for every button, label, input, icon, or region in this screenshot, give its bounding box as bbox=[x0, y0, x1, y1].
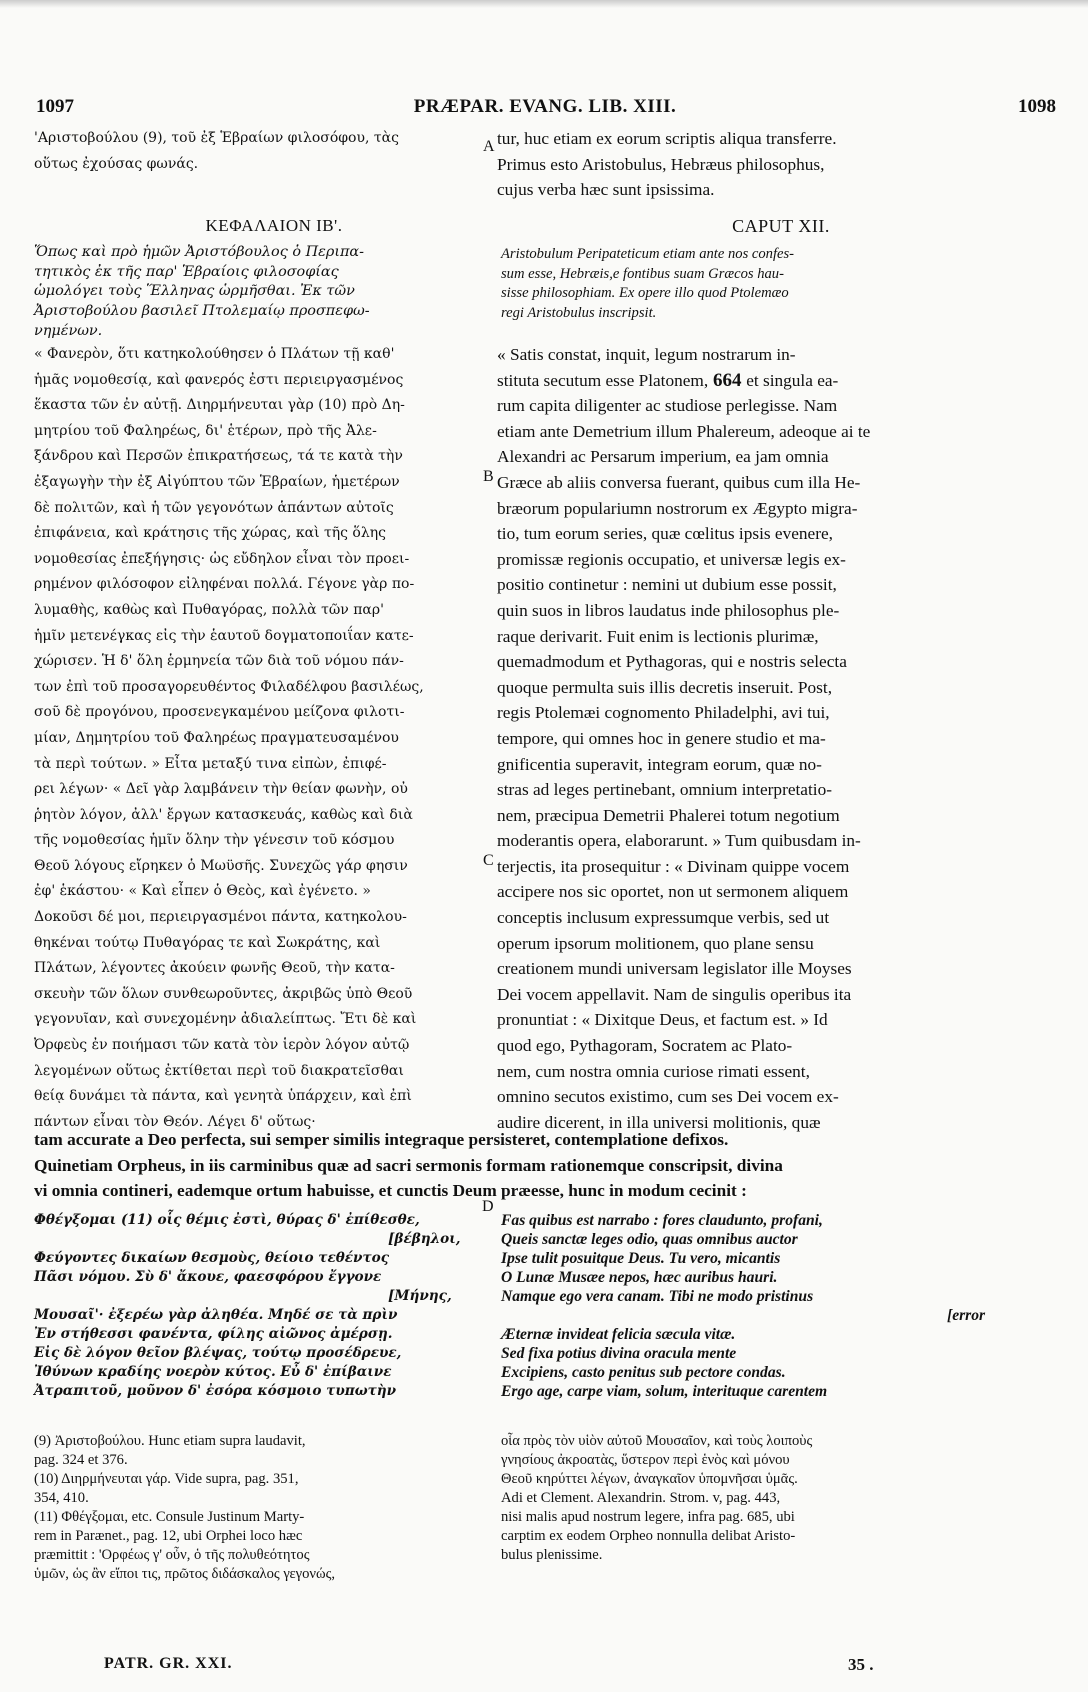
footnote-line: 354, 410. bbox=[34, 1490, 89, 1506]
text-line: ξάνδρου καὶ Περσῶν ἐπικρατήσεως, τά τε κατὰ τὴν bbox=[34, 448, 403, 465]
text-line: nem, præcipua Demetrii Phalerei totum negotium bbox=[497, 805, 840, 825]
page-marker: 664 bbox=[708, 369, 747, 391]
summary-greek bbox=[34, 243, 494, 342]
scan-edge bbox=[0, 0, 1088, 8]
text-line: stras ad leges pertinebant, omnium interpretatio- bbox=[497, 780, 832, 800]
text-line: Alexandri ac Persarum imperium, ea jam omnia bbox=[497, 447, 829, 467]
text-line: χώρισεν. Ἡ δ' ὅλη ἑρμηνεία τῶν διὰ τοῦ νόμου πάν- bbox=[34, 653, 404, 670]
text-line: quoque permulta suis illis decretis inseruit. Post, bbox=[497, 677, 833, 697]
text-line: ἕκαστα τῶν ἐν αὐτῇ. Διηρμήνευται γὰρ (10) πρὸ Δη- bbox=[34, 397, 405, 414]
summary-line: Aristobulum Peripateticum etiam ante nos confes- bbox=[501, 246, 795, 262]
text-line: « Satis constat, inquit, legum nostrarum in- bbox=[497, 345, 796, 364]
summary-line: ὡμολόγει τοὺς Ἕλληνας ὡρμῆσθαι. Ἐκ τῶν bbox=[34, 283, 355, 300]
verse-line: Sed fixa potius divina oracula mente bbox=[501, 1345, 737, 1362]
verse-line: Μουσαῖ'· ἐξερέω γὰρ ἀληθέα. Μηδέ σε τὰ πρὶν bbox=[34, 1307, 398, 1323]
verse-greek bbox=[34, 1211, 504, 1401]
greek-intro bbox=[34, 126, 514, 177]
summary-line: Ἀριστοβούλου βασιλεῖ Πτολεμαίῳ προσπεφω- bbox=[34, 303, 370, 320]
text-line: θηκέναι τούτῳ Πυθαγόρας τε καὶ Σωκράτης, καὶ bbox=[34, 934, 381, 951]
text-line: audire dicerent, in illa universi molitionis, quæ bbox=[497, 1112, 821, 1132]
margin-letter-b: B bbox=[483, 468, 494, 485]
text-line: σκευὴν τῶν ὅλων συνθεωροῦντες, ἀκριβῶς ὑπὸ Θεοῦ bbox=[34, 985, 413, 1002]
verse-line: Ipse tulit posuitque Deus. Tu vero, micantis bbox=[501, 1250, 781, 1267]
full-width-line: vi omnia contineri, eademque ortum habuisse, et cunctis Deum præesse, hunc in modum cecinit : bbox=[34, 1181, 747, 1201]
greek-text-column bbox=[34, 342, 514, 1135]
text-line: μητρίου τοῦ Φαληρέως, δι' ἑτέρων, πρὸ τῆς Ἀλε- bbox=[34, 422, 377, 439]
text-line: ἡμᾶς νομοθεσίᾳ, καὶ φανερός ἐστι περιειργασμένος bbox=[34, 371, 404, 388]
text-line: τὰ περὶ τούτων. » Εἶτα μεταξύ τινα εἰπὼν, ἐπιφέ- bbox=[34, 755, 387, 772]
verse-line: Ἐν στήθεσσι φανέντα, φίλης αἰῶνος ἀμέρσῃ. bbox=[34, 1326, 393, 1342]
text-line: tio, tum eorum series, quæ cœlitus ipsis evenere, bbox=[497, 524, 833, 544]
page-number-right: 1098 bbox=[1018, 96, 1056, 117]
verse-line-continuation: [error bbox=[947, 1307, 986, 1324]
summary-line: sum esse, Hebræis,e fontibus suam Græcos hau- bbox=[501, 265, 784, 282]
text-line: bræorum populariumn nostrorum ex Ægypto migra- bbox=[497, 498, 858, 518]
text-line: moderantis opera, elaborarunt. » Tum quibusdam in- bbox=[497, 831, 861, 851]
summary-line: Ὅπως καὶ πρὸ ἡμῶν Ἀριστόβουλος ὁ Περιπα- bbox=[34, 244, 365, 260]
text-line: accipere nos sic oportet, non ut sermonem aliquem bbox=[497, 882, 849, 902]
text-line: etiam ante Demetrium illum Phalereum, adeoque ai te bbox=[497, 421, 871, 441]
footnote-line: præmittit : 'Ορφέως γ' οὖν, ὁ τῆς πολυθεότητος bbox=[34, 1547, 310, 1563]
text-line: nem, cum nostra omnia curiose rimati essent, bbox=[497, 1061, 810, 1081]
text-line: stituta secutum esse Platonem, 664 et singula ea- bbox=[497, 369, 839, 391]
text-line: ἐφ' ἑκάστου· « Καὶ εἶπεν ὁ Θεὸς, καὶ ἐγένετο. » bbox=[34, 883, 371, 900]
text-line: positio continetur : nemini ut dubium esse possit, bbox=[497, 575, 837, 595]
footnote-line: (11) Φθέγξομαι, etc. Consule Justinum Marty- bbox=[34, 1509, 305, 1525]
text-line: τῆς νομοθεσίας ἡμῖν ὅλην τὴν γένεσιν τοῦ κόσμου bbox=[34, 832, 395, 849]
text-line: conceptis inclusum expressumque verbis, sed ut bbox=[497, 908, 830, 928]
text-line: regis Ptolemæi cognomento Philadelphi, avi tui, bbox=[497, 703, 830, 723]
verse-latin bbox=[501, 1211, 1061, 1401]
greek-intro-line: οὕτως ἐχούσας φωνάς. bbox=[34, 155, 199, 172]
verse-line: O Lunæ Musæe nepos, hæc auribus hauri. bbox=[501, 1269, 778, 1286]
page-number-left: 1097 bbox=[36, 96, 74, 117]
footnote-line: Adi et Clement. Alexandrin. Strom. v, pag. 443, bbox=[501, 1490, 781, 1506]
verse-line: Fas quibus est narrabo : fores claudunto, profani, bbox=[501, 1212, 823, 1229]
text-line: Ὀρφεὺς ἐν ποιήμασι τῶν κατὰ τὸν ἱερὸν λόγον αὐτῷ bbox=[34, 1037, 410, 1054]
verse-line: Πᾶσι νόμου. Σὺ δ' ἄκουε, φαεσφόρου ἔγγονε bbox=[34, 1269, 382, 1285]
verse-line-continuation: [Μήνης, bbox=[388, 1288, 452, 1304]
running-title: PRÆPAR. EVANG. LIB. XIII. bbox=[413, 96, 677, 117]
text-line: νομοθεσίας ἐπεξήγησις· ὡς εὔδηλον εἶναι τὸν προει- bbox=[34, 550, 410, 567]
full-width-text bbox=[34, 1127, 1064, 1204]
verse-line: Queis sanctæ leges odio, quas omnibus auctor bbox=[501, 1231, 798, 1248]
verse-line: Æternæ invideat felicia sæcula vitæ. bbox=[501, 1326, 736, 1343]
summary-line: regi Aristobulus inscripsit. bbox=[501, 304, 657, 321]
text-line: γεγονυῖαν, καὶ συνεχομένην ἀδιαλείπτως. Ἔτι δὲ καὶ bbox=[34, 1011, 417, 1028]
text-line: σοῦ δὲ προγόνου, προσενεγκαμένου μείζονα φιλοτι- bbox=[34, 704, 405, 721]
verse-line: Φεύγοντες δικαίων θεσμοὺς, θείοιο τεθέντος bbox=[34, 1250, 389, 1266]
footnote-line: (10) Διηρμήνευται γάρ. Vide supra, pag. 351, bbox=[34, 1471, 299, 1487]
text-line: ἐξαγωγὴν τὴν ἐξ Αἰγύπτου τῶν Ἑβραίων, ἡμετέρων bbox=[34, 473, 400, 490]
text-line: operum ipsorum molitionem, quo plane sensu bbox=[497, 933, 814, 953]
verse-line-continuation: [βέβηλοι, bbox=[388, 1231, 461, 1247]
footnote-line: (9) Ἀριστοβούλου. Hunc etiam supra laudavit, bbox=[34, 1433, 306, 1449]
text-line: quod ego, Pythagoram, Socratem ac Plato- bbox=[497, 1036, 793, 1056]
footnote-line: ὑμῶν, ὡς ἂν εἴποι τις, πρῶτος διδάσκαλος γεγονώς, bbox=[34, 1566, 336, 1582]
text-line: Θεοῦ λόγους εἴρηκεν ὁ Μωϋσῆς. Συνεχῶς γάρ φησιν bbox=[34, 857, 408, 874]
text-line: μίαν, Δημητρίου τοῦ Φαληρέως πραγματευσαμένου bbox=[34, 729, 399, 746]
footnote-line: nisi malis apud nostrum legere, infra pag. 685, ubi bbox=[501, 1509, 795, 1525]
full-width-line: tam accurate a Deo perfecta, sui semper similis integraque persisteret, contemplatione defixos. bbox=[34, 1130, 729, 1149]
text-line: Πλάτων, λέγοντες ἀκούειν φωνῆς Θεοῦ, τὴν κατα- bbox=[34, 960, 395, 977]
full-width-line: Quinetiam Orpheus, in iis carminibus quæ ad sacri sermonis formam rationemque conscripsit, divina bbox=[34, 1155, 783, 1175]
text-line: quin suos in libros laudatus inde philosophus ple- bbox=[497, 600, 840, 620]
text-line: quemadmodum et Pythagoras, qui e nostris selecta bbox=[497, 652, 847, 672]
text-line: ῥητὸν λόγον, ἀλλ' ἔργων κατασκευάς, καθὼς καὶ διὰ bbox=[34, 806, 413, 823]
latin-intro-line: Primus esto Aristobulus, Hebræus philosophus, bbox=[497, 154, 825, 174]
text-line: terjectis, ita prosequitur : « Divinam quippe vocem bbox=[497, 856, 850, 876]
footnote-line: rem in Parænet., pag. 12, ubi Orphei loco hæc bbox=[34, 1528, 303, 1544]
verse-line: Φθέγξομαι (11) οἷς θέμις ἐστὶ, θύρας δ' ἐπίθεσθε, bbox=[34, 1212, 420, 1228]
text-line: θείᾳ δυνάμει τὰ πάντα, καὶ γενητὰ ὑπάρχειν, καὶ ἐπὶ bbox=[34, 1088, 412, 1105]
footnote-line: γνησίους ἀκροατὰς, ὕστερον περὶ ἑνὸς καὶ μόνου bbox=[501, 1452, 790, 1468]
text-line: Δοκοῦσι δέ μοι, περιειργασμένοι πάντα, κατηκολου- bbox=[34, 909, 407, 926]
verse-line: Ergo age, carpe viam, solum, interituque carentem bbox=[501, 1383, 828, 1400]
text-line: gnificentia superavit, integram eorum, quæ no- bbox=[497, 754, 822, 774]
summary-latin bbox=[501, 245, 1061, 323]
footnote-line: οἷα πρὸς τὸν υἱὸν αὐτοῦ Μουσαῖον, καὶ τοὺς λοιποὺς bbox=[501, 1433, 813, 1449]
text-line: tempore, qui omnes hoc in genere studio et ma- bbox=[497, 728, 826, 748]
footnote-line: pag. 324 et 376. bbox=[34, 1452, 128, 1468]
text-line: Græce ab aliis conversa fuerant, quibus cum illa He- bbox=[497, 472, 861, 492]
latin-intro bbox=[497, 126, 1062, 203]
text-line: omnino secutos existimo, cum ses Dei vocem ex- bbox=[497, 1087, 839, 1107]
latin-intro-line: cujus verba hæc sunt ipsissima. bbox=[497, 180, 715, 200]
footnotes-left bbox=[34, 1432, 514, 1584]
text-line: promissæ regionis occupatio, et universæ legis ex- bbox=[497, 549, 846, 569]
verse-line: Excipiens, casto penitus sub pectore condas. bbox=[501, 1364, 786, 1381]
text-line: Dei vocem appellavit. Nam de singulis operibus ita bbox=[497, 984, 852, 1004]
text-line: pronuntiat : « Dixitque Deus, et factum est. » Id bbox=[497, 1010, 828, 1030]
text-line: των ἐπὶ τοῦ προσαγορευθέντος Φιλαδέλφου βασιλέως, bbox=[34, 678, 424, 695]
text-line: raque derivarit. Fuit enim is lectionis plurimæ, bbox=[497, 626, 819, 646]
text-line: creationem mundi universam legislator ille Moyses bbox=[497, 959, 852, 979]
chapter-heading-greek: ΚΕΦΑΛΑΙΟΝ ΙΒ'. bbox=[205, 216, 343, 235]
text-line: rum capita diligenter ac studiose perlegisse. Nam bbox=[497, 396, 838, 416]
verse-line: Ἰθύνων κραδίης νοερὸν κύτος. Εὖ δ' ἐπίβαινε bbox=[34, 1364, 392, 1380]
margin-letter-a: A bbox=[483, 138, 495, 155]
footnote-line: carptim ex eodem Orpheo nonnulla delibat Aristo- bbox=[501, 1528, 796, 1544]
footer-signature: 35 . bbox=[848, 1655, 874, 1674]
text-line: πάντων εἶναι τὸν Θεόν. Λέγει δ' οὕτως· bbox=[34, 1113, 316, 1130]
summary-line: τητικὸς ἐκ τῆς παρ' Ἑβραίοις φιλοσοφίας bbox=[34, 263, 339, 280]
text-line: ρημένον φιλόσοφον εἰληφέναι πολλά. Γέγονε γὰρ πο- bbox=[34, 576, 415, 593]
text-line: ἐπιφάνεια, καὶ κράτησις τῆς χώρας, καὶ τῆς ὅλης bbox=[34, 525, 386, 542]
footer-series: PATR. GR. XXI. bbox=[104, 1655, 233, 1672]
text-line: λεγομένων οὕτως ἐκτίθεται περὶ τοῦ διακρατεῖσθαι bbox=[34, 1062, 404, 1079]
footnote-line: Θεοῦ κηρύττει λέγων, ἀναγκαῖον ὑπομνῆσαι ὑμᾶς. bbox=[501, 1471, 798, 1487]
verse-line: Namque ego vera canam. Tibi ne modo pristinus bbox=[501, 1288, 814, 1305]
summary-line: sisse philosophiam. Ex opere illo quod Ptolemæo bbox=[501, 285, 789, 301]
text-line: λυμαθὴς, καθὼς καὶ Πυθαγόρας, πολλὰ τῶν παρ' bbox=[34, 601, 384, 618]
margin-letter-d: D bbox=[482, 1198, 494, 1215]
verse-line: Εἰς δὲ λόγον θεῖον βλέψας, τούτῳ προσέδρευε, bbox=[34, 1345, 402, 1361]
text-line: ἡμῖν μετενέγκας εἰς τὴν ἑαυτοῦ δογματοποιΐαν κατε- bbox=[34, 627, 414, 644]
latin-intro-line: tur, huc etiam ex eorum scriptis aliqua transferre. bbox=[497, 129, 837, 148]
margin-letter-c: C bbox=[483, 852, 494, 869]
text-line: δὲ πολιτῶν, καὶ ἡ τῶν γεγονότων ἁπάντων αὐτοῖς bbox=[34, 499, 394, 516]
running-header bbox=[30, 96, 1060, 120]
latin-text-column bbox=[497, 342, 1062, 1135]
footnote-line: bulus plenissime. bbox=[501, 1547, 603, 1563]
text-line: ρει λέγων· « Δεῖ γὰρ λαμβάνειν τὴν θείαν φωνὴν, οὐ bbox=[34, 781, 408, 798]
text-line-tail: et singula ea- bbox=[746, 370, 839, 390]
summary-line: νημένων. bbox=[34, 322, 103, 339]
verse-line: Ἀτραπιτοῦ, μοῦνον δ' ἐσόρα κόσμοιο τυπωτὴν bbox=[34, 1383, 397, 1399]
footnotes-right bbox=[501, 1432, 1061, 1565]
text-line: « Φανερὸν, ὅτι κατηκολούθησεν ὁ Πλάτων τῇ καθ' bbox=[34, 346, 395, 362]
chapter-heading-latin: CAPUT XII. bbox=[732, 216, 830, 236]
greek-intro-line: 'Αριστοβούλου (9), τοῦ ἐξ Ἑβραίων φιλοσόφου, τὰς bbox=[34, 130, 399, 146]
